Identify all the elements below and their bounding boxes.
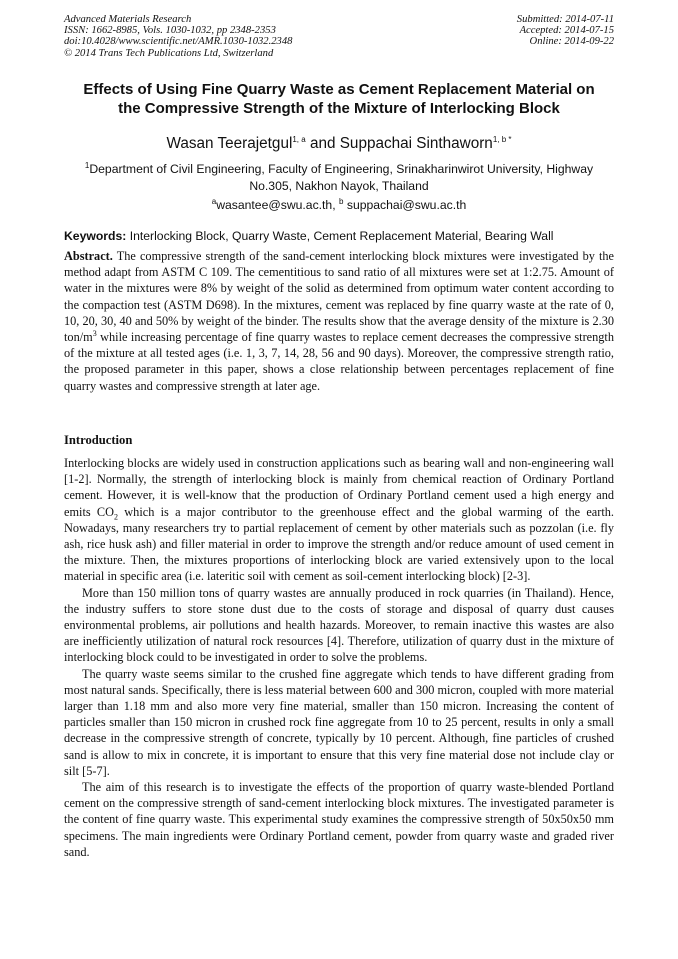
- paper-title: [50, 80, 628, 118]
- dates-header: [517, 14, 614, 48]
- title-line-2: the Compressive Strength of the Mixture of Interlocking Block: [118, 100, 560, 117]
- abstract-label: Abstract.: [64, 249, 113, 263]
- author-2: Suppachai Sinthaworn: [339, 135, 493, 153]
- submitted-date: Submitted: 2014-07-11: [516, 14, 614, 25]
- author-emails: [64, 195, 614, 212]
- intro-p1-subscript: 2: [114, 512, 119, 522]
- author-1: Wasan Teerajetgul: [166, 135, 293, 153]
- affiliation-text: Department of Civil Engineering, Faculty of Engineering, Srinakharinwirot University, Highway No.305, Nakhon Nayok, Thailand: [89, 162, 594, 194]
- intro-p1-text-1: Interlocking blocks are widely used in construction applications such as bearing wall and non-engineering wall [1-2]. Normally, the strength of interlocking block is mainly from chemical reaction of Ordinary Portland cement. However, it is well-know that the production of Ordinary Portland cement used a high energy and emits CO: [64, 456, 614, 519]
- intro-p1-text-2: which is a major contributor to the greenhouse effect and the global warming of the earth. Nowadays, many researchers try to partial replacement of cement by other materials such as pozzolan (i.e. fly ash, rice husk ash) and filler material in order to improve the strength and/or reduce amount of used cement in the mixture. Then, the mixtures proportions of interlocking block are varied extensively upon to the local material in specific area (i.e. lateritic soil with cement as soil-cement interlocking block) [2-3].: [64, 504, 614, 584]
- abstract: [64, 248, 614, 394]
- keywords: [64, 229, 614, 243]
- journal-name: Advanced Materials Research: [64, 14, 192, 25]
- keywords-label: Keywords:: [64, 229, 127, 243]
- email-b[interactable]: suppachai@swu.ac.th: [346, 198, 467, 213]
- keywords-text: Interlocking Block, Quarry Waste, Cement Replacement Material, Bearing Wall: [129, 229, 554, 243]
- title-line-1: Effects of Using Fine Quarry Waste as Cement Replacement Material on: [83, 81, 595, 98]
- abstract-text-2: while increasing percentage of fine quarry wastes to replace cement decreases the compressive strength of the mixture at all tested ages (i.e. 1, 3, 7, 14, 28, 56 and 90 days). Moreover, the compressive strength ratio, the proposed parameter in this paper, shows a close relationship between percentages replacement of fine quarry wastes and compressive strength at later age.: [64, 330, 614, 393]
- abstract-text-1: The compressive strength of the sand-cement interlocking block mixtures were investigated by the method adapt from ASTM C 109. The cementitious to sand ratio of all mixtures were set at 1:2.75. Amount of water in the mixtures were 8% by weight of the solid as determined from optimum water content according to the compaction test (ASTM D698). In the mixtures, cement was replaced by fine quarry waste at the rate of 0, 10, 20, 30, 40 and 50% by weight of the binder. The results show that the average density of the mixture is 2.30 ton/m: [64, 249, 614, 345]
- email-a-marker: a: [211, 197, 217, 206]
- intro-paragraph-2: More than 150 million tons of quarry wastes are annually produced in rock quarries (in Thailand). Hence, the industry suffers to store stone dust due to the costs of storage and disposal of quarry dust causes environmental problems, air pollutions and health hazards. Moreover, to remain inactive this wastes are also are inefficiently utilization of natural rock resources [4]. Therefore, utilization of quarry dust in the mixture of interlocking block could to be investigated in order to solve the problems.: [64, 585, 614, 665]
- affiliation-marker: 1: [84, 161, 90, 170]
- affiliation: [64, 157, 614, 195]
- author-1-affil: 1, a: [292, 135, 306, 144]
- author-and: and: [305, 135, 340, 153]
- introduction-body: [64, 455, 614, 860]
- section-heading-introduction: Introduction: [64, 433, 133, 447]
- email-b-marker: b: [339, 197, 344, 206]
- doi-link[interactable]: doi:10.4028/www.scientific.net/AMR.1030-1032.2348: [64, 36, 293, 48]
- email-a[interactable]: wasantee@swu.ac.th,: [216, 198, 336, 213]
- intro-paragraph-4: The aim of this research is to investigate the effects of the proportion of quarry waste-blended Portland cement on the compressive strength of sand-cement interlocking block mixtures. The investigated parameter is the content of fine quarry waste. This experimental study examines the compressive strength of 50x50x50 mm specimens. The main ingredients were Ordinary Portland cement, powder from quarry waste and graded river sand.: [64, 780, 614, 859]
- author-list: [50, 131, 628, 153]
- intro-paragraph-1: [64, 455, 614, 585]
- intro-paragraph-3: The quarry waste seems similar to the crushed fine aggregate which tends to have different grading from most natural sands. Specifically, there is less material between 600 and 300 micron, coupled with more material larger than 1.18 mm and also more very fine material, smaller than 150 micron. Increasing the content of particles smaller than 150 micron in crushed rock fine aggregate from 10 to 25 percent, results in only a small decrease in the compressive strength of concrete, typically by 10 percent. Although, fine particles of crushed sand is allow to mix in concrete, it is important to ensure that this very fine material dose not include clay or silt [5-7].: [64, 666, 615, 778]
- online-date: Online: 2014-09-22: [529, 36, 614, 48]
- copyright-line: © 2014 Trans Tech Publications Ltd, Switzerland: [64, 47, 274, 59]
- journal-info-header: [64, 14, 292, 59]
- author-2-affil: 1, b *: [492, 135, 512, 144]
- abstract-sup: 3: [92, 328, 97, 338]
- accepted-date: Accepted: 2014-07-15: [519, 25, 614, 37]
- journal-issn: ISSN: 1662-8985, Vols. 1030-1032, pp 2348-2353: [64, 25, 276, 37]
